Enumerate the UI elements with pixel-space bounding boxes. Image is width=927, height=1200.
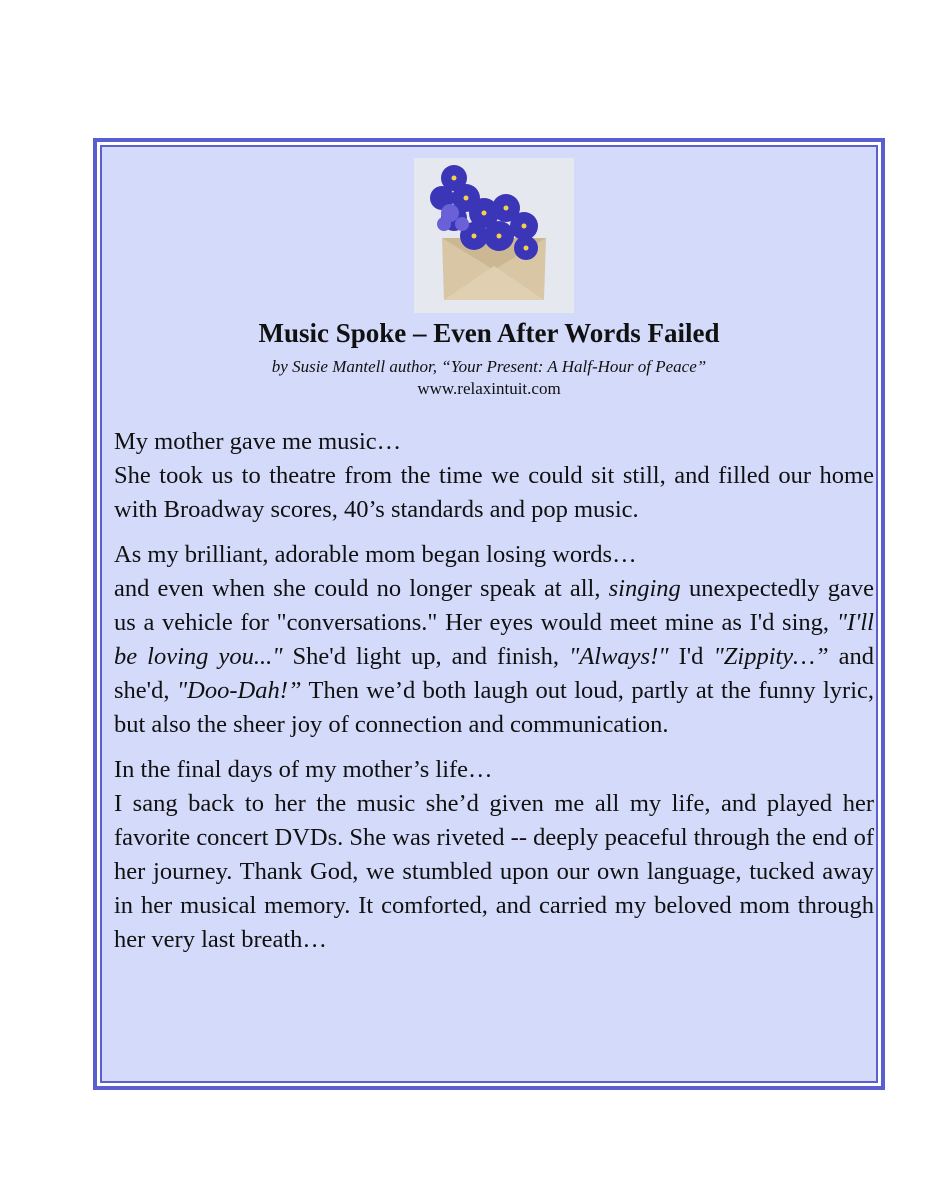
article-frame [93,138,885,1090]
paragraph-text: I'd [668,643,714,670]
italic-lyric: "I'll be loving you..." [114,609,874,670]
paragraph [114,425,874,527]
italic-text: singing [608,575,681,602]
page-title: Music Spoke – Even After Words Failed [258,318,720,348]
paragraph-lead: As my brilliant, adorable mom began losing words… [114,541,637,568]
paragraph [114,753,874,957]
paragraph-lead: My mother gave me music… [114,428,402,455]
paragraph-text: unexpectedly gave us a vehicle for "conversations." Her eyes would meet mine as I'd sing, [114,575,874,636]
website-url: www.relaxintuit.com [417,379,561,398]
paragraph-text: Then we’d both laugh out loud, partly at the funny lyric, but also the sheer joy of connection and communication. [114,677,875,738]
paragraph-text: She'd light up, and finish, [282,643,570,670]
italic-lyric: "Zippity…” [713,643,829,670]
italic-lyric: "Always!" [569,643,669,670]
paragraph-lead: In the final days of my mother’s life… [114,756,493,783]
italic-lyric: "Doo-Dah!” [176,677,302,704]
article-panel [100,145,878,1083]
violets-in-envelope-image [414,158,574,313]
paragraph-text: and even when she could no longer speak at all, [114,575,609,602]
paragraph [114,538,874,742]
author-byline: by Susie Mantell author, “Your Present: A Half-Hour of Peace” [271,357,707,376]
paragraph-text: She took us to theatre from the time we could sit still, and filled our home with Broadway scores, 40’s standards and pop music. [114,462,874,523]
paragraph-text: I sang back to her the music she’d given me all my life, and played her favorite concert DVDs. She was riveted -- deeply peaceful through the end of her journey. Thank God, we stumbled upon our own language, tucked away in her musical memory. It comforted, and carried my beloved mom through her very last breath… [114,790,874,953]
paragraph-text: and she'd, [114,643,875,704]
article-body [114,425,874,968]
